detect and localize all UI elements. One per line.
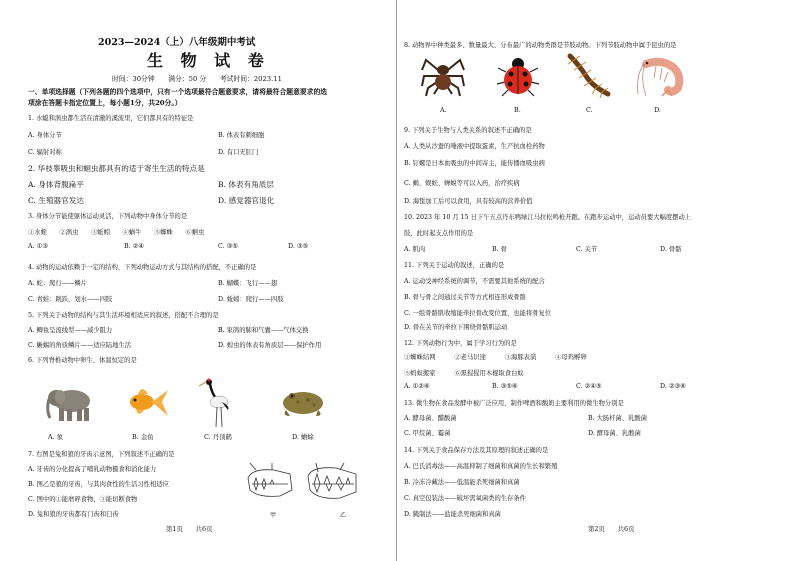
q14-option-c: C. 真空包装法——破坏需氧菌类的生存条件 bbox=[404, 495, 526, 502]
q3-option-d: D. ③⑤ bbox=[288, 243, 309, 250]
q7-stem: 7. 右图是兔和狼的牙齿示意图，下列叙述不正确的是 bbox=[28, 451, 175, 458]
q12-items-2: ⑤蚂蚁搬家 ⑥黑猩猩用木棍取食白蚁 bbox=[404, 370, 524, 377]
q2-option-d: D. 感觉器官退化 bbox=[218, 196, 275, 205]
q9-option-c: C. 蝎、蜈蚣、蝉蜕等可以入药，治疗疾病 bbox=[404, 180, 520, 187]
q1-option-a: A. 身体分节 bbox=[28, 132, 62, 139]
q12-option-b: B. ③⑤⑥ bbox=[492, 383, 518, 390]
q5-option-a: A. 鲫鱼呈流线型——减少阻力 bbox=[28, 327, 113, 334]
q3-stem: 3. 身体分节能使躯体运动灵活，下列动物中身体分节的是 bbox=[28, 213, 188, 220]
q7-option-d: D. 兔和狼的牙齿都有门齿和臼齿 bbox=[28, 511, 119, 518]
q2-option-a: A. 身体背腹扁平 bbox=[28, 180, 84, 189]
spider-image bbox=[420, 54, 466, 98]
q13-option-a: A. 酵母菌、醋酸菌 bbox=[404, 415, 457, 422]
q6-option-b: B. 金鱼 bbox=[132, 433, 154, 441]
shrimp-image bbox=[636, 54, 692, 98]
q13-option-c: C. 甲烷菌、霉菌 bbox=[404, 430, 451, 437]
exam-meta: 时间：30分钟 满分：50 分 考试时间：2023.11 bbox=[112, 75, 282, 83]
q4-option-d: D. 蚯蚓：爬行——四肢 bbox=[218, 296, 284, 303]
q8-option-d: D. bbox=[654, 106, 661, 114]
q12-stem: 12. 下列动物行为中，属于学习行为的是 bbox=[404, 340, 517, 347]
q3-option-b: B. ②④ bbox=[124, 243, 144, 250]
q11-stem: 11. 下列关于运动的叙述，正确的是 bbox=[404, 262, 505, 269]
q11-option-c: C. 一组骨骼肌收缩能牵拉骨改变位置，也能将骨复位 bbox=[404, 310, 552, 317]
q10-stem: 10. 2023 年 10 月 15 日下午五点丹东鸭绿江马拉松鸣枪开跑。在跑步运动中，运动员要大幅度摆动上 bbox=[404, 214, 692, 221]
q12-option-a: A. ①②⑥ bbox=[404, 383, 430, 390]
toad-image bbox=[278, 388, 328, 418]
q13-stem: 13. 微生物在食品发酵中被广泛应用，制作啤酒和酸奶主要利用的微生物分别是 bbox=[404, 400, 624, 407]
q3-items: ①水蛭 ②涡虫 ③蚯蚓 ④蜗牛 ⑤蜘蛛 ⑥蛔虫 bbox=[28, 229, 205, 236]
q5-option-c: C. 蜥蜴的角质鳞片——适应陆地生活 bbox=[28, 342, 132, 349]
q9-stem: 9. 下列关于生物与人类关系的叙述不正确的是 bbox=[404, 127, 532, 134]
q7-figure-a-label: 甲 bbox=[270, 512, 277, 519]
q6-option-c: C. 丹顶鹤 bbox=[204, 433, 232, 441]
q7-option-b: B. 图乙是狼的牙齿，与其肉食性的生活习性相适应 bbox=[28, 481, 169, 488]
q5-stem: 5. 下列关于动物的结构与其生活环境相适应的叙述，搭配不合理的是 bbox=[28, 312, 219, 319]
q8-option-a: A. bbox=[440, 106, 447, 114]
q12-option-d: D. ②③⑥ bbox=[660, 383, 686, 390]
q11-option-b: B. 骨与骨之间通过关节等方式相连形成骨骼 bbox=[404, 294, 526, 301]
q11-option-a: A. 运动受神经系统的调节，不需要其他系统的配合 bbox=[404, 278, 545, 285]
centipede-image bbox=[564, 52, 614, 100]
q8-option-c: C. bbox=[586, 106, 593, 114]
q7-figure-b-label: 乙 bbox=[340, 512, 347, 519]
q12-option-c: C. ②④⑤ bbox=[576, 383, 602, 390]
q13-option-b: B. 大肠杆菌、乳酸菌 bbox=[588, 415, 648, 422]
crane-image bbox=[198, 376, 232, 428]
section-instructions-line2: 项涂在答题卡指定位置上，每小题1分，共20分。） bbox=[28, 99, 182, 107]
q7-option-a: A. 牙齿的分化提高了哺乳动物摄食和消化能力 bbox=[28, 466, 157, 473]
q14-stem: 14. 下列关于食品保存方法及其原理的叙述正确的是 bbox=[404, 447, 549, 454]
q6-option-d: D. 蟾蜍 bbox=[292, 433, 314, 441]
q14-option-b: B. 冷冻冷藏法——低温能杀死细菌和真菌 bbox=[404, 479, 520, 486]
q9-option-a: A. 人类从沙蚕的唾液中提取蛋素，生产抗血栓药物 bbox=[404, 143, 545, 150]
ladybug-image bbox=[496, 56, 540, 98]
q4-option-c: C. 青蛙：跳跃、划水——四肢 bbox=[28, 296, 113, 303]
q14-option-a: A. 巴氏消毒法——高温抑制了细菌和真菌的生长和繁殖 bbox=[404, 463, 558, 470]
q4-option-b: B. 蝴蝶：飞行——翅 bbox=[218, 280, 278, 287]
q5-option-d: D. 蝗虫的体表有角质层——保护作用 bbox=[218, 342, 322, 349]
q3-option-a: A. ①③ bbox=[28, 243, 48, 250]
exam-title: 2023—2024（上）八年级期中考试 bbox=[98, 37, 256, 48]
q9-option-b: B. 钉螺是日本血吸虫的中间寄主，能传播血吸虫病 bbox=[404, 160, 545, 167]
column-divider bbox=[396, 0, 397, 561]
section-instructions-line1: 一、单项选择题（下列各题的四个选项中，只有一个选项最符合题意要求，请将最符合题意要求的选 bbox=[28, 88, 328, 96]
q10-option-a: A. 肌肉 bbox=[404, 246, 426, 253]
q3-option-c: C. ③⑤ bbox=[218, 243, 238, 250]
q7-option-c: C. 图中的①能磨碎食物，③能切断食物 bbox=[28, 496, 138, 503]
q6-option-a: A. 象 bbox=[48, 433, 64, 441]
goldfish-image bbox=[124, 384, 170, 420]
q9-option-d: D. 海蜇加工后可以食用，具有较高的营养价值 bbox=[404, 198, 533, 205]
q8-stem: 8. 动物界中种类最多、数量最大、分布最广的动物类群是节肢动物。下列节肢动物中属于昆虫的是 bbox=[404, 42, 677, 49]
q14-option-d: D. 腌制法——盐能杀死细菌和真菌 bbox=[404, 511, 501, 518]
q1-option-d: D. 有口无肛门 bbox=[218, 149, 259, 156]
q13-option-d: D. 酵母菌、乳酸菌 bbox=[588, 430, 641, 437]
q11-option-d: D. 骨在关节的牵拉下围绕骨骼肌运动 bbox=[404, 324, 508, 331]
q6-stem: 6. 下列脊椎动物中卵生、体温恒定的是 bbox=[28, 357, 137, 364]
q2-option-c: C. 生殖器官发达 bbox=[28, 196, 84, 205]
q1-stem: 1. 水螅和涡虫都生活在清澈的溪流里，它们都具有的特征是 bbox=[28, 115, 194, 122]
q2-stem: 2. 华枝睾吸虫和蛔虫都具有的适于寄生生活的特点是 bbox=[28, 164, 205, 173]
footer-page-2: 第2页 共6页 bbox=[588, 525, 635, 533]
q12-items-1: ①蜘蛛结网 ②老马识途 ③海豚表演 ④母鸡孵卵 bbox=[404, 354, 587, 361]
q5-option-b: B. 家鸽的肺和气囊——气体交换 bbox=[218, 327, 309, 334]
elephant-image bbox=[44, 384, 96, 422]
footer-page-1: 第1页 共6页 bbox=[166, 525, 213, 533]
q1-option-b: B. 体表有刺细胞 bbox=[218, 132, 265, 139]
q8-option-b: B. bbox=[514, 106, 521, 114]
q4-stem: 4. 动物的运动依赖于一定的结构，下列动物运动方式与其结构的搭配，不正确的是 bbox=[28, 264, 257, 271]
q4-option-a: A. 蛇：爬行——鳞片 bbox=[28, 280, 87, 287]
q1-option-c: C. 辐射对称 bbox=[28, 149, 62, 156]
teeth-diagram bbox=[244, 460, 360, 512]
q10-option-c: C. 关节 bbox=[576, 246, 598, 253]
q10-option-d: D. 骨骼 bbox=[660, 246, 682, 253]
q10-option-b: B. 骨 bbox=[492, 246, 507, 253]
page-title: 生 物 试 卷 bbox=[147, 51, 270, 70]
q2-option-b: B. 体表有角质层 bbox=[218, 180, 274, 189]
q10-stem-cont: 肢，此时起支点作用的是 bbox=[404, 230, 474, 237]
